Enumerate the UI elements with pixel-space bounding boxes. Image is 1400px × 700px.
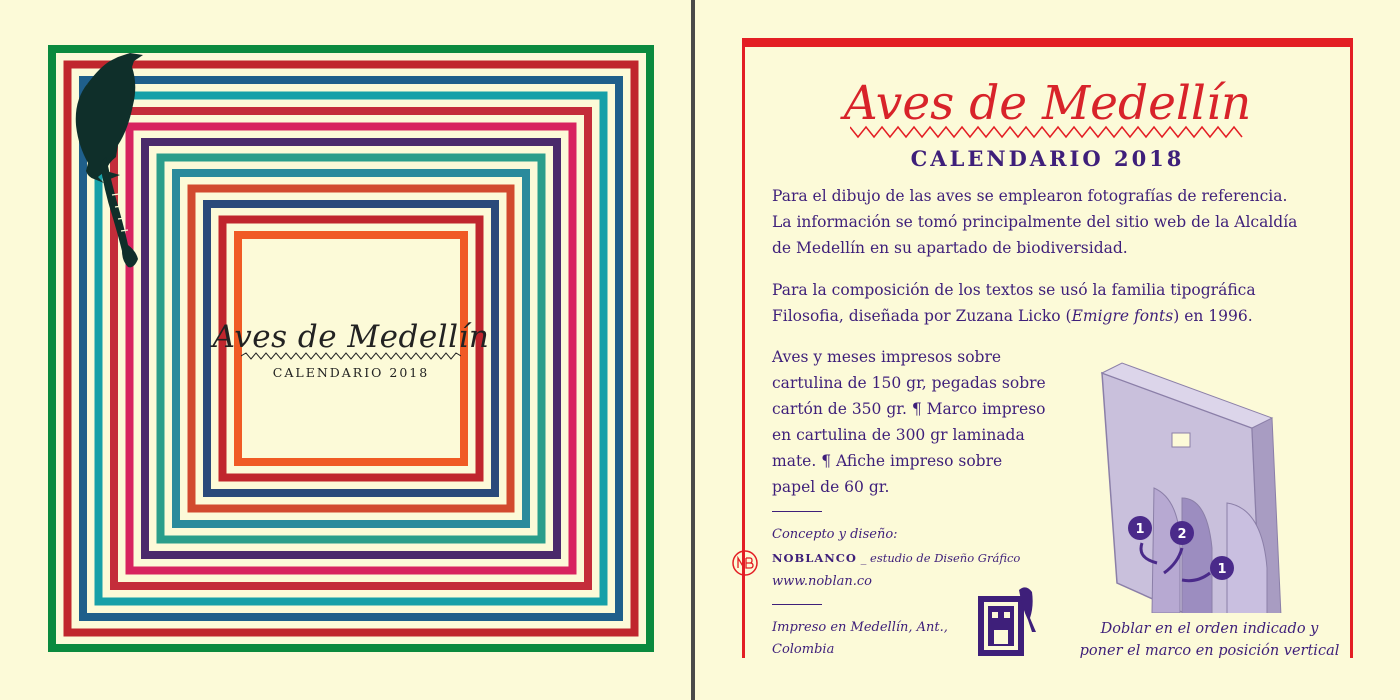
paragraph-line: papel de 60 gr.	[772, 478, 890, 496]
cover-title: Aves de Medellín	[212, 319, 490, 355]
info-title: Aves de Medellín	[843, 76, 1252, 131]
fold-caption	[1067, 618, 1352, 662]
printed-country: Colombia	[772, 642, 835, 657]
cover-zigzag	[241, 352, 461, 360]
page-divider	[691, 0, 695, 700]
studio-name: NOBLANCO	[772, 551, 857, 565]
text-part: ) en 1996.	[1173, 307, 1253, 325]
printed-location: Impreso en Medellín, Ant.,	[772, 620, 948, 635]
studio-credit	[772, 551, 1020, 565]
paragraph-line: La información se tomó principalmente del sitio web de la Alcaldía	[772, 213, 1298, 231]
step-label: 2	[1177, 527, 1187, 542]
paragraph-line: cartón de 350 gr. ¶ Marco impreso	[772, 400, 1046, 418]
font-foundry-name: Emigre fonts	[1071, 307, 1174, 325]
text-part: Filosofia, diseñada por Zuzana Licko (	[772, 307, 1072, 325]
noblanco-logo-icon	[730, 548, 760, 578]
paragraph-line: mate. ¶ Afiche impreso sobre	[772, 452, 1003, 470]
paragraph-line: Para el dibujo de las aves se emplearon fotografías de referencia.	[772, 187, 1288, 205]
medellin-crest-icon	[974, 586, 1054, 661]
panel-top-border	[742, 38, 1353, 47]
studio-description: estudio de Diseño Gráfico	[870, 551, 1021, 565]
paragraph-line: cartulina de 150 gr, pegadas sobre	[772, 374, 1046, 392]
info-panel	[742, 38, 1353, 658]
cover-subtitle: CALENDARIO 2018	[272, 365, 430, 380]
paragraph-line: en cartulina de 300 gr laminada	[772, 426, 1025, 444]
credits-divider	[772, 511, 822, 512]
bird-silhouette-icon	[48, 45, 158, 275]
step-label: 1	[1217, 562, 1227, 577]
caption-line: poner el marco en posición vertical	[1079, 643, 1340, 659]
paragraph-line: Para la composición de los textos se usó la familia tipográfica	[772, 281, 1256, 299]
typography-paragraph	[772, 277, 1332, 329]
studio-separator: _	[856, 551, 871, 565]
step-label: 1	[1135, 522, 1145, 537]
calendar-cover	[48, 45, 654, 652]
info-subtitle: CALENDARIO 2018	[910, 146, 1185, 171]
concept-label: Concepto y diseño:	[772, 527, 898, 542]
website-link[interactable]: www.noblan.co	[772, 574, 873, 589]
references-paragraph	[772, 183, 1332, 261]
paragraph-line: Aves y meses impresos sobre	[772, 348, 1002, 366]
paragraph-line: de Medellín en su apartado de biodiversidad.	[772, 239, 1128, 257]
caption-line: Doblar en el orden indicado y	[1100, 621, 1319, 637]
panel-right-border	[1350, 38, 1353, 658]
credits-divider	[772, 604, 822, 605]
printing-paragraph	[772, 344, 1047, 500]
paragraph-line	[772, 303, 1332, 329]
title-zigzag	[850, 125, 1245, 139]
folding-instructions-diagram	[1082, 358, 1342, 613]
